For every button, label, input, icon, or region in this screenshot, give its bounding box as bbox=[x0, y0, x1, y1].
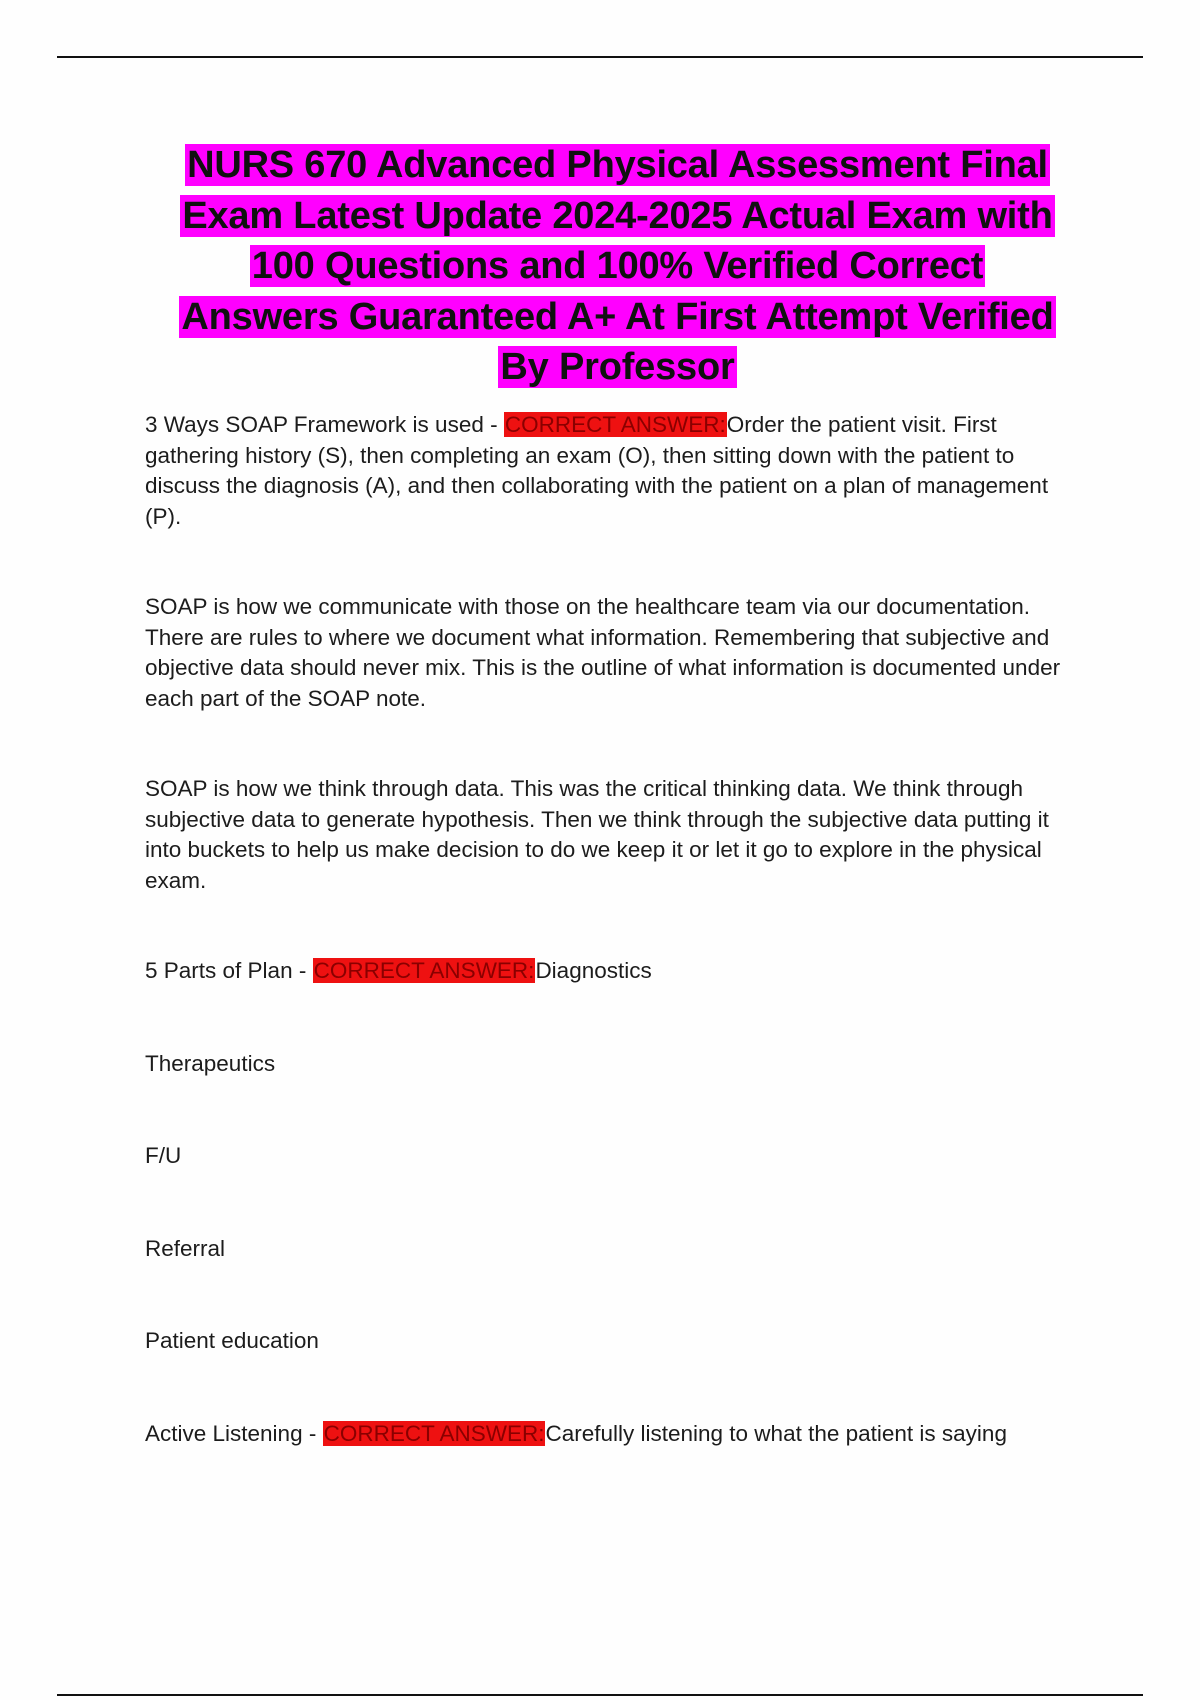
correct-answer-tag: CORRECT ANSWER: bbox=[313, 958, 535, 983]
list-item: F/U bbox=[145, 1143, 182, 1168]
qa-active-listening bbox=[145, 1419, 1090, 1450]
correct-answer-tag: CORRECT ANSWER: bbox=[504, 412, 726, 437]
title-line-3: 100 Questions and 100% Verified Correct bbox=[251, 245, 984, 287]
list-item: Referral bbox=[145, 1235, 226, 1261]
document-body bbox=[145, 410, 1090, 1449]
bottom-rule bbox=[57, 1694, 1143, 1696]
title-line-1: NURS 670 Advanced Physical Assessment Final bbox=[187, 144, 1048, 186]
top-rule bbox=[57, 56, 1143, 58]
answer-paragraph-communication: SOAP is how we communicate with those on the healthcare team via our documentation. There are rules to where we document what information. Remembering that subjective and objective data should never mix. This is the outline of what information is documented under each part of the SOAP note. bbox=[145, 594, 1061, 711]
title-line-5: By Professor bbox=[500, 346, 735, 388]
answer-text: Carefully listening to what the patient is saying bbox=[545, 1420, 1007, 1446]
answer-text: Diagnostics bbox=[535, 958, 652, 983]
list-item: Patient education bbox=[145, 1328, 319, 1353]
question-text: 3 Ways SOAP Framework is used - bbox=[145, 412, 504, 437]
question-text: 5 Parts of Plan - bbox=[145, 958, 313, 983]
correct-answer-tag: CORRECT ANSWER: bbox=[323, 1420, 545, 1446]
document-title bbox=[140, 140, 1095, 393]
qa-parts-of-plan bbox=[145, 956, 1090, 987]
list-item: Therapeutics bbox=[145, 1050, 276, 1076]
answer-text: Order the patient visit. First gathering history (S), then completing an exam (O), then sitting down with the patient to discuss the diagnosis (A), and then collaborating with the patient on a plan of management (P). bbox=[145, 412, 1049, 529]
qa-soap-framework bbox=[145, 410, 1090, 532]
title-line-4: Answers Guaranteed A+ At First Attempt Verified bbox=[181, 295, 1054, 338]
title-line-2: Exam Latest Update 2024-2025 Actual Exam with bbox=[182, 194, 1053, 237]
question-text: Active Listening - bbox=[145, 1420, 323, 1446]
answer-paragraph-thinking: SOAP is how we think through data. This was the critical thinking data. We think through subjective data to generate hypothesis. Then we think through the subjective data putting it into buckets to help us make decision to do we keep it or let it go to explore in the physical exam. bbox=[145, 776, 1049, 893]
